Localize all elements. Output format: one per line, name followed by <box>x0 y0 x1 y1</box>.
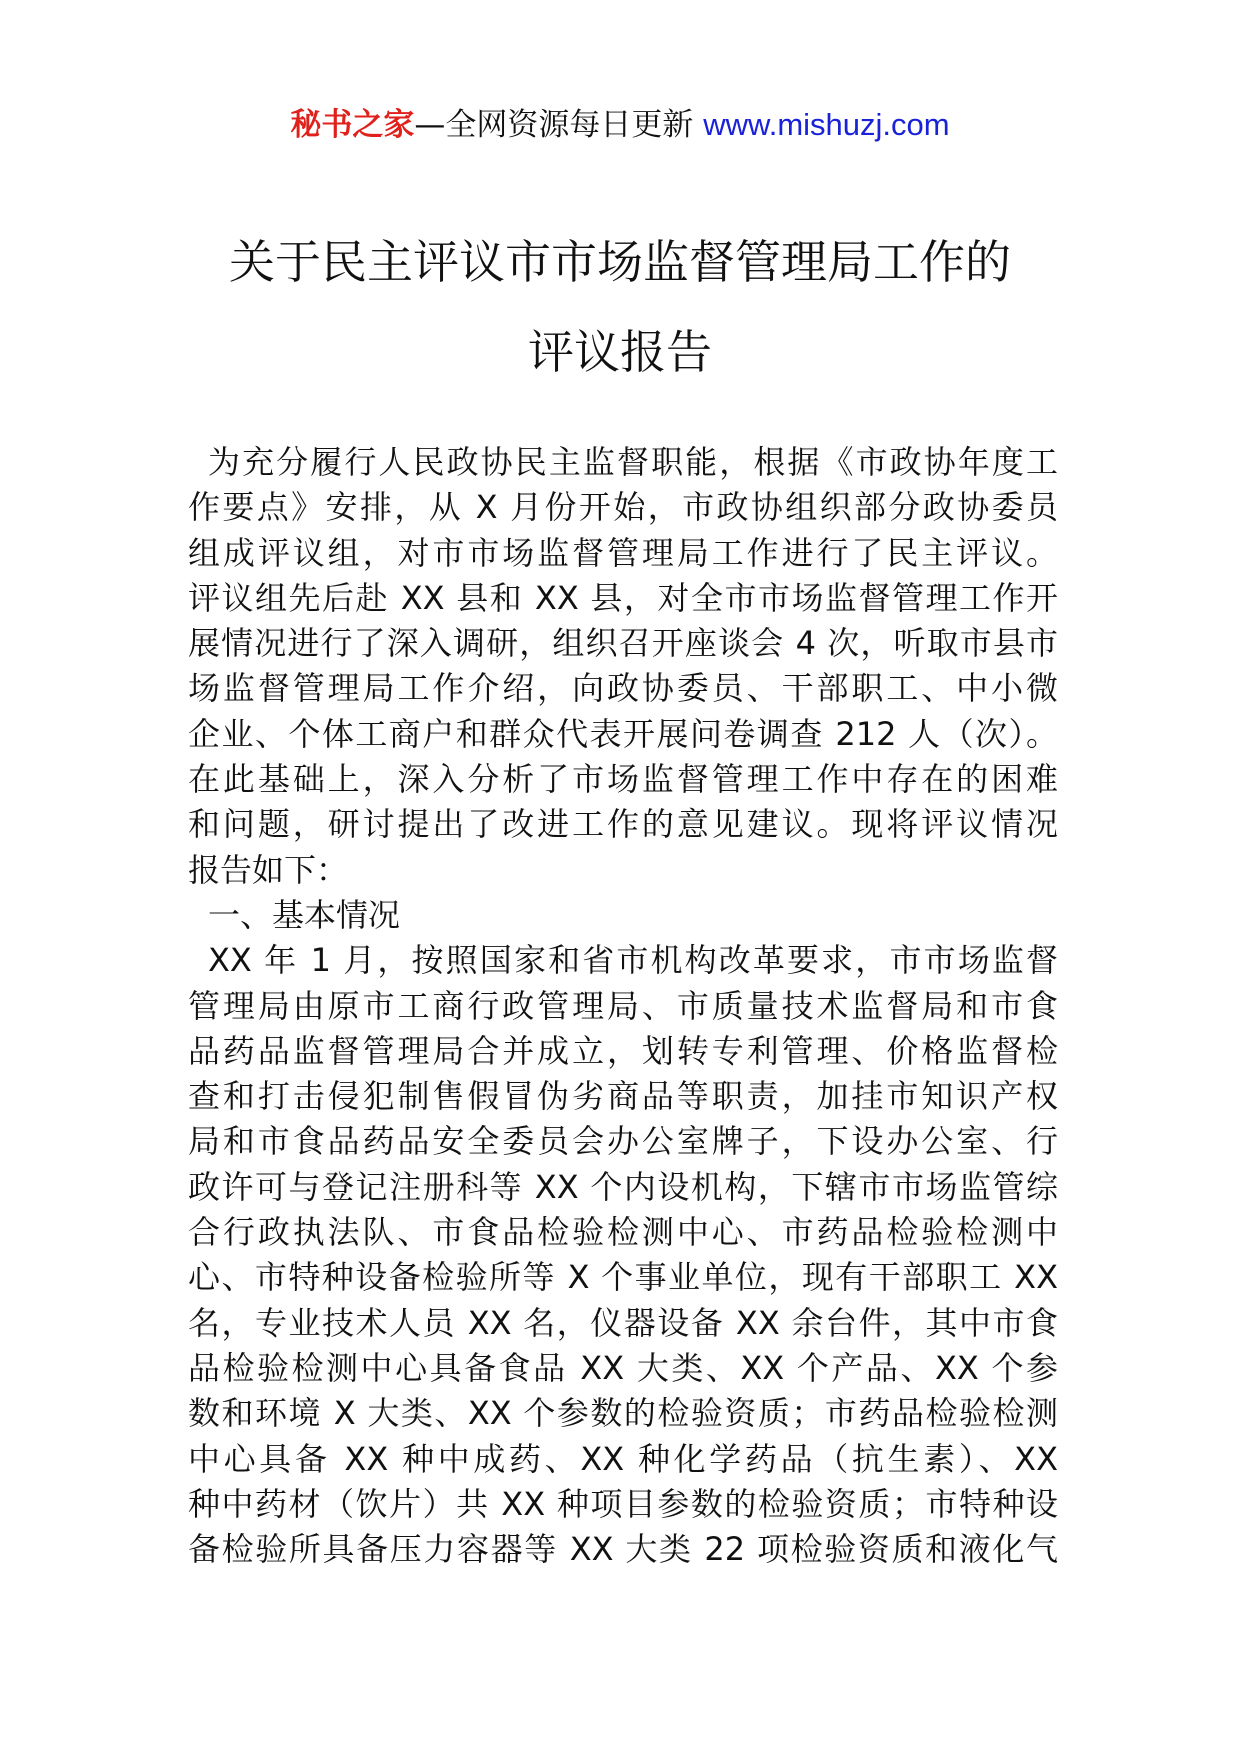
body-line: 名，专业技术人员 XX 名，仪器设备 XX 余台件，其中市食 <box>188 1303 1058 1342</box>
body-line: 政许可与登记注册科等 XX 个内设机构，下辖市市场监管综 <box>188 1167 1058 1206</box>
body-line: 展情况进行了深入调研，组织召开座谈会 4 次，听取市县市 <box>188 624 1058 663</box>
body-line: 和问题，研讨提出了改进工作的意见建议。现将评议情况 <box>188 805 1058 844</box>
site-header <box>0 100 1240 150</box>
body-line: 组成评议组，对市市场监督管理局工作进行了民主评议。 <box>188 533 1058 572</box>
body-line: 查和打击侵犯制售假冒伪劣商品等职责，加挂市知识产权 <box>188 1077 1058 1116</box>
body-line: 局和市食品药品安全委员会办公室牌子，下设办公室、行 <box>188 1122 1058 1161</box>
site-url-link[interactable]: www.mishuzj.com <box>703 107 950 142</box>
body-line: 中心具备 XX 种中成药、XX 种化学药品（抗生素）、XX <box>188 1439 1058 1478</box>
body-line: 管理局由原市工商行政管理局、市质量技术监督局和市食 <box>188 986 1058 1025</box>
document-title-line-2: 评议报告 <box>528 325 712 379</box>
body-line: 数和环境 X 大类、XX 个参数的检验资质；市药品检验检测 <box>188 1394 1058 1433</box>
document-title-line-1: 关于民主评议市市场监督管理局工作的 <box>229 235 1011 289</box>
header-slogan: —全网资源每日更新 <box>414 107 704 143</box>
body-line: 备检验所具备压力容器等 XX 大类 22 项检验资质和液化气 <box>188 1530 1058 1569</box>
document-body <box>188 440 1058 1572</box>
body-line: XX 年 1 月，按照国家和省市机构改革要求，市市场监督 <box>208 941 1058 980</box>
body-line: 品药品监督管理局合并成立，划转专利管理、价格监督检 <box>188 1031 1058 1070</box>
body-line: 心、市特种设备检验所等 X 个事业单位，现有干部职工 XX <box>188 1258 1058 1297</box>
body-line: 品检验检测中心具备食品 XX 大类、XX 个产品、XX 个参 <box>188 1348 1058 1387</box>
brand-name: 秘书之家 <box>290 107 415 143</box>
body-line: 报告如下： <box>188 850 349 889</box>
body-line: 企业、个体工商户和群众代表开展问卷调查 212 人（次）。 <box>188 714 1058 753</box>
body-line: 评议组先后赴 XX 县和 XX 县，对全市市场监督管理工作开 <box>188 578 1058 617</box>
body-line: 合行政执法队、市食品检验检测中心、市药品检验检测中 <box>188 1213 1058 1252</box>
body-line: 在此基础上，深入分析了市场监督管理工作中存在的困难 <box>188 760 1058 799</box>
body-line: 作要点》安排，从 X 月份开始，市政协组织部分政协委员 <box>188 488 1058 527</box>
body-line: 场监督管理局工作介绍，向政协委员、干部职工、中小微 <box>188 669 1058 708</box>
section-heading: 一、基本情况 <box>208 895 401 934</box>
body-line: 为充分履行人民政协民主监督职能，根据《市政协年度工 <box>208 443 1058 481</box>
body-line: 种中药材（饮片）共 XX 种项目参数的检验资质；市特种设 <box>188 1484 1058 1523</box>
